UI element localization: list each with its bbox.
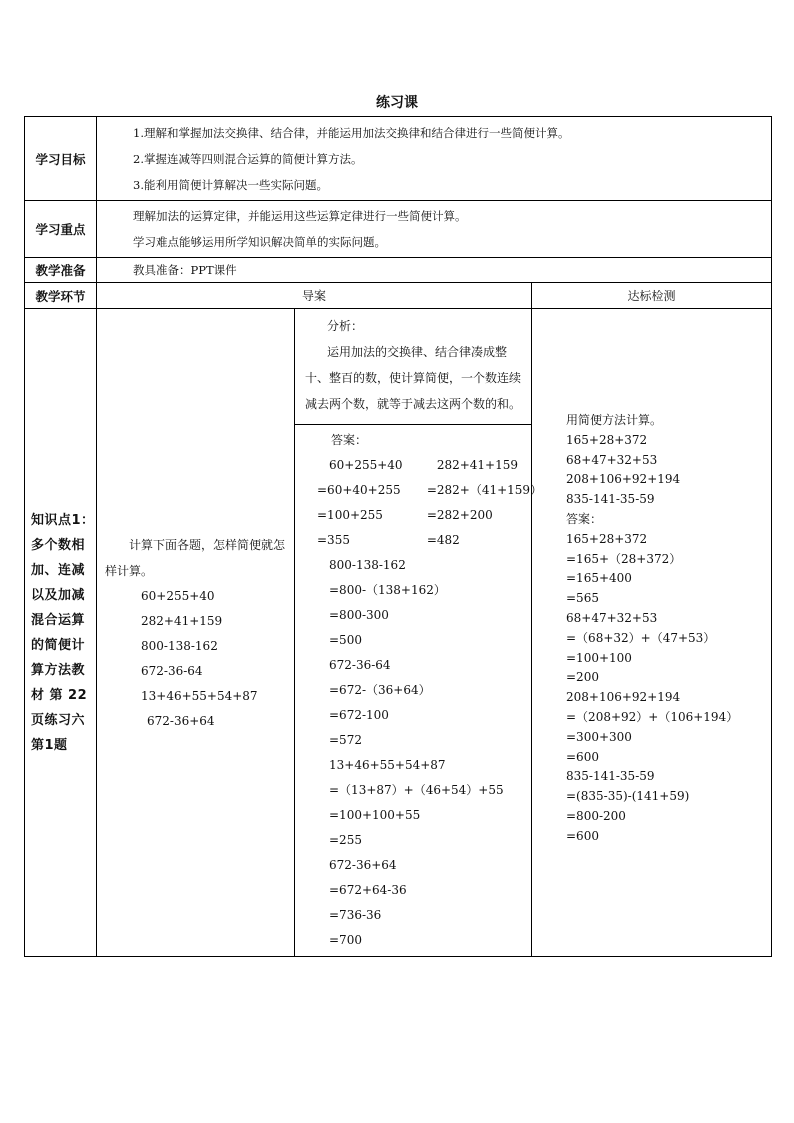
row-knowledge-point xyxy=(25,309,772,957)
lesson-plan-table xyxy=(24,116,772,957)
task-exercise: 672-36-64 xyxy=(141,663,203,678)
check-line: =600 xyxy=(566,828,599,843)
check-line: =800-200 xyxy=(566,808,626,823)
task-exercise: 800-138-162 xyxy=(141,638,218,653)
answer-step: =572 xyxy=(329,733,362,747)
row-goals xyxy=(25,117,772,201)
goal-item-2: 2.掌握连减等四则混合运算的简便计算方法。 xyxy=(133,152,363,166)
answer-left: =355 xyxy=(317,533,350,547)
page-title: 练习课 xyxy=(376,95,418,111)
answer-step: =700 xyxy=(329,933,362,947)
answer-right: =282+200 xyxy=(426,508,493,522)
answer-step: =500 xyxy=(329,633,362,647)
answer-right: 282+41+159 xyxy=(436,458,519,472)
answer-step: 13+46+55+54+87 xyxy=(329,758,446,772)
focus-content xyxy=(97,201,772,258)
check-line: 68+47+32+53 xyxy=(566,452,658,467)
answer-step: 672-36+64 xyxy=(329,858,397,872)
task-exercise: 282+41+159 xyxy=(141,613,223,628)
check-line: =300+300 xyxy=(566,729,632,744)
check-line: =（68+32）+（47+53） xyxy=(566,630,716,645)
answer-step: =100+100+55 xyxy=(329,808,421,822)
kp-line: 材 第 22 xyxy=(31,687,88,703)
kp-line: 第1题 xyxy=(31,737,68,753)
kp-line: 的简便计 xyxy=(31,637,86,653)
kp-line: 算方法教 xyxy=(31,662,86,678)
answers-heading: 答案： xyxy=(331,433,368,447)
header-check: 达标检测 xyxy=(532,283,772,309)
row-focus xyxy=(25,201,772,258)
check-line: 165+28+372 xyxy=(566,432,648,447)
check-line: =600 xyxy=(566,749,599,764)
answer-left: 60+255+40 xyxy=(329,458,403,472)
task-exercise: 60+255+40 xyxy=(141,588,215,603)
kp-line: 知识点1： xyxy=(31,512,95,528)
goals-content xyxy=(97,117,772,201)
answers-box xyxy=(295,425,543,953)
answer-pair-row xyxy=(317,453,527,478)
answer-step: =672-100 xyxy=(329,708,389,722)
guide-cell xyxy=(295,309,543,957)
focus-item-1: 理解加法的运算定律，并能运用这些运算定律进行一些简便计算。 xyxy=(133,209,467,223)
row-prep xyxy=(25,258,772,283)
check-line: =565 xyxy=(566,591,599,606)
knowledge-point-label xyxy=(25,309,97,957)
answer-step: =255 xyxy=(329,833,362,847)
answer-step: =800-（138+162） xyxy=(329,583,446,597)
check-line: =100+100 xyxy=(566,650,632,665)
kp-line: 多个数相 xyxy=(31,537,86,553)
analysis-text: 运用加法的交换律、结合律凑成整十、整百的数，使计算简便，一个数连续减去两个数，就等于减去这两个数的和。 xyxy=(305,345,522,411)
task-intro: 计算下面各题，怎样简便就怎样计算。 xyxy=(105,537,286,578)
answer-step: =736-36 xyxy=(329,908,382,922)
check-line: =（208+92）+（106+194） xyxy=(566,709,739,724)
check-line: 835-141-35-59 xyxy=(566,492,655,507)
task-exercise: 672-36+64 xyxy=(147,713,215,728)
analysis-box xyxy=(295,309,531,425)
check-line: 208+106+92+194 xyxy=(566,690,681,705)
check-line: =(835-35)-(141+59) xyxy=(566,789,690,804)
check-line: 835-141-35-59 xyxy=(566,769,655,784)
kp-line: 混合运算 xyxy=(31,612,86,628)
check-line: 165+28+372 xyxy=(566,531,648,546)
answer-step: =672-（36+64） xyxy=(329,683,431,697)
answer-pair-row xyxy=(317,478,543,503)
check-line: =165+（28+372） xyxy=(566,551,682,566)
analysis-heading: 分析： xyxy=(327,319,364,333)
check-answers-heading: 答案： xyxy=(566,511,603,526)
answer-step: =（13+87）+（46+54）+55 xyxy=(329,783,504,797)
task-cell xyxy=(97,309,295,957)
answer-step: =672+64-36 xyxy=(329,883,407,897)
goal-item-1: 1.理解和掌握加法交换律、结合律，并能运用加法交换律和结合律进行一些简便计算。 xyxy=(133,126,570,140)
task-exercise: 13+46+55+54+87 xyxy=(141,688,258,703)
prep-text: 教具准备：PPT课件 xyxy=(97,258,772,283)
answer-pair-row xyxy=(317,503,527,528)
header-stage: 教学环节 xyxy=(25,283,97,309)
check-line: 68+47+32+53 xyxy=(566,610,658,625)
answer-right: =482 xyxy=(426,533,460,547)
kp-line: 加、连减 xyxy=(31,562,86,578)
focus-label: 学习重点 xyxy=(25,201,97,258)
answer-left: =100+255 xyxy=(317,508,383,522)
prep-label: 教学准备 xyxy=(25,258,97,283)
check-line: =165+400 xyxy=(566,571,632,586)
check-line: 208+106+92+194 xyxy=(566,472,681,487)
check-instruction: 用简便方法计算。 xyxy=(566,413,663,427)
answer-pair-row xyxy=(317,528,527,553)
kp-line: 页练习六 xyxy=(31,712,86,728)
focus-item-2: 学习难点能够运用所学知识解决简单的实际问题。 xyxy=(133,235,386,249)
goals-label: 学习目标 xyxy=(25,117,97,201)
kp-line: 以及加减 xyxy=(31,587,86,603)
check-cell xyxy=(532,309,772,957)
header-guide: 导案 xyxy=(97,283,532,309)
answer-left: =60+40+255 xyxy=(317,483,401,497)
answer-step: 672-36-64 xyxy=(329,658,391,672)
goal-item-3: 3.能利用简便计算解决一些实际问题。 xyxy=(133,178,328,192)
answer-right: =282+（41+159） xyxy=(426,483,543,497)
answer-step: =800-300 xyxy=(329,608,389,622)
check-line: =200 xyxy=(566,670,599,685)
answer-step: 800-138-162 xyxy=(329,558,406,572)
row-header xyxy=(25,283,772,309)
